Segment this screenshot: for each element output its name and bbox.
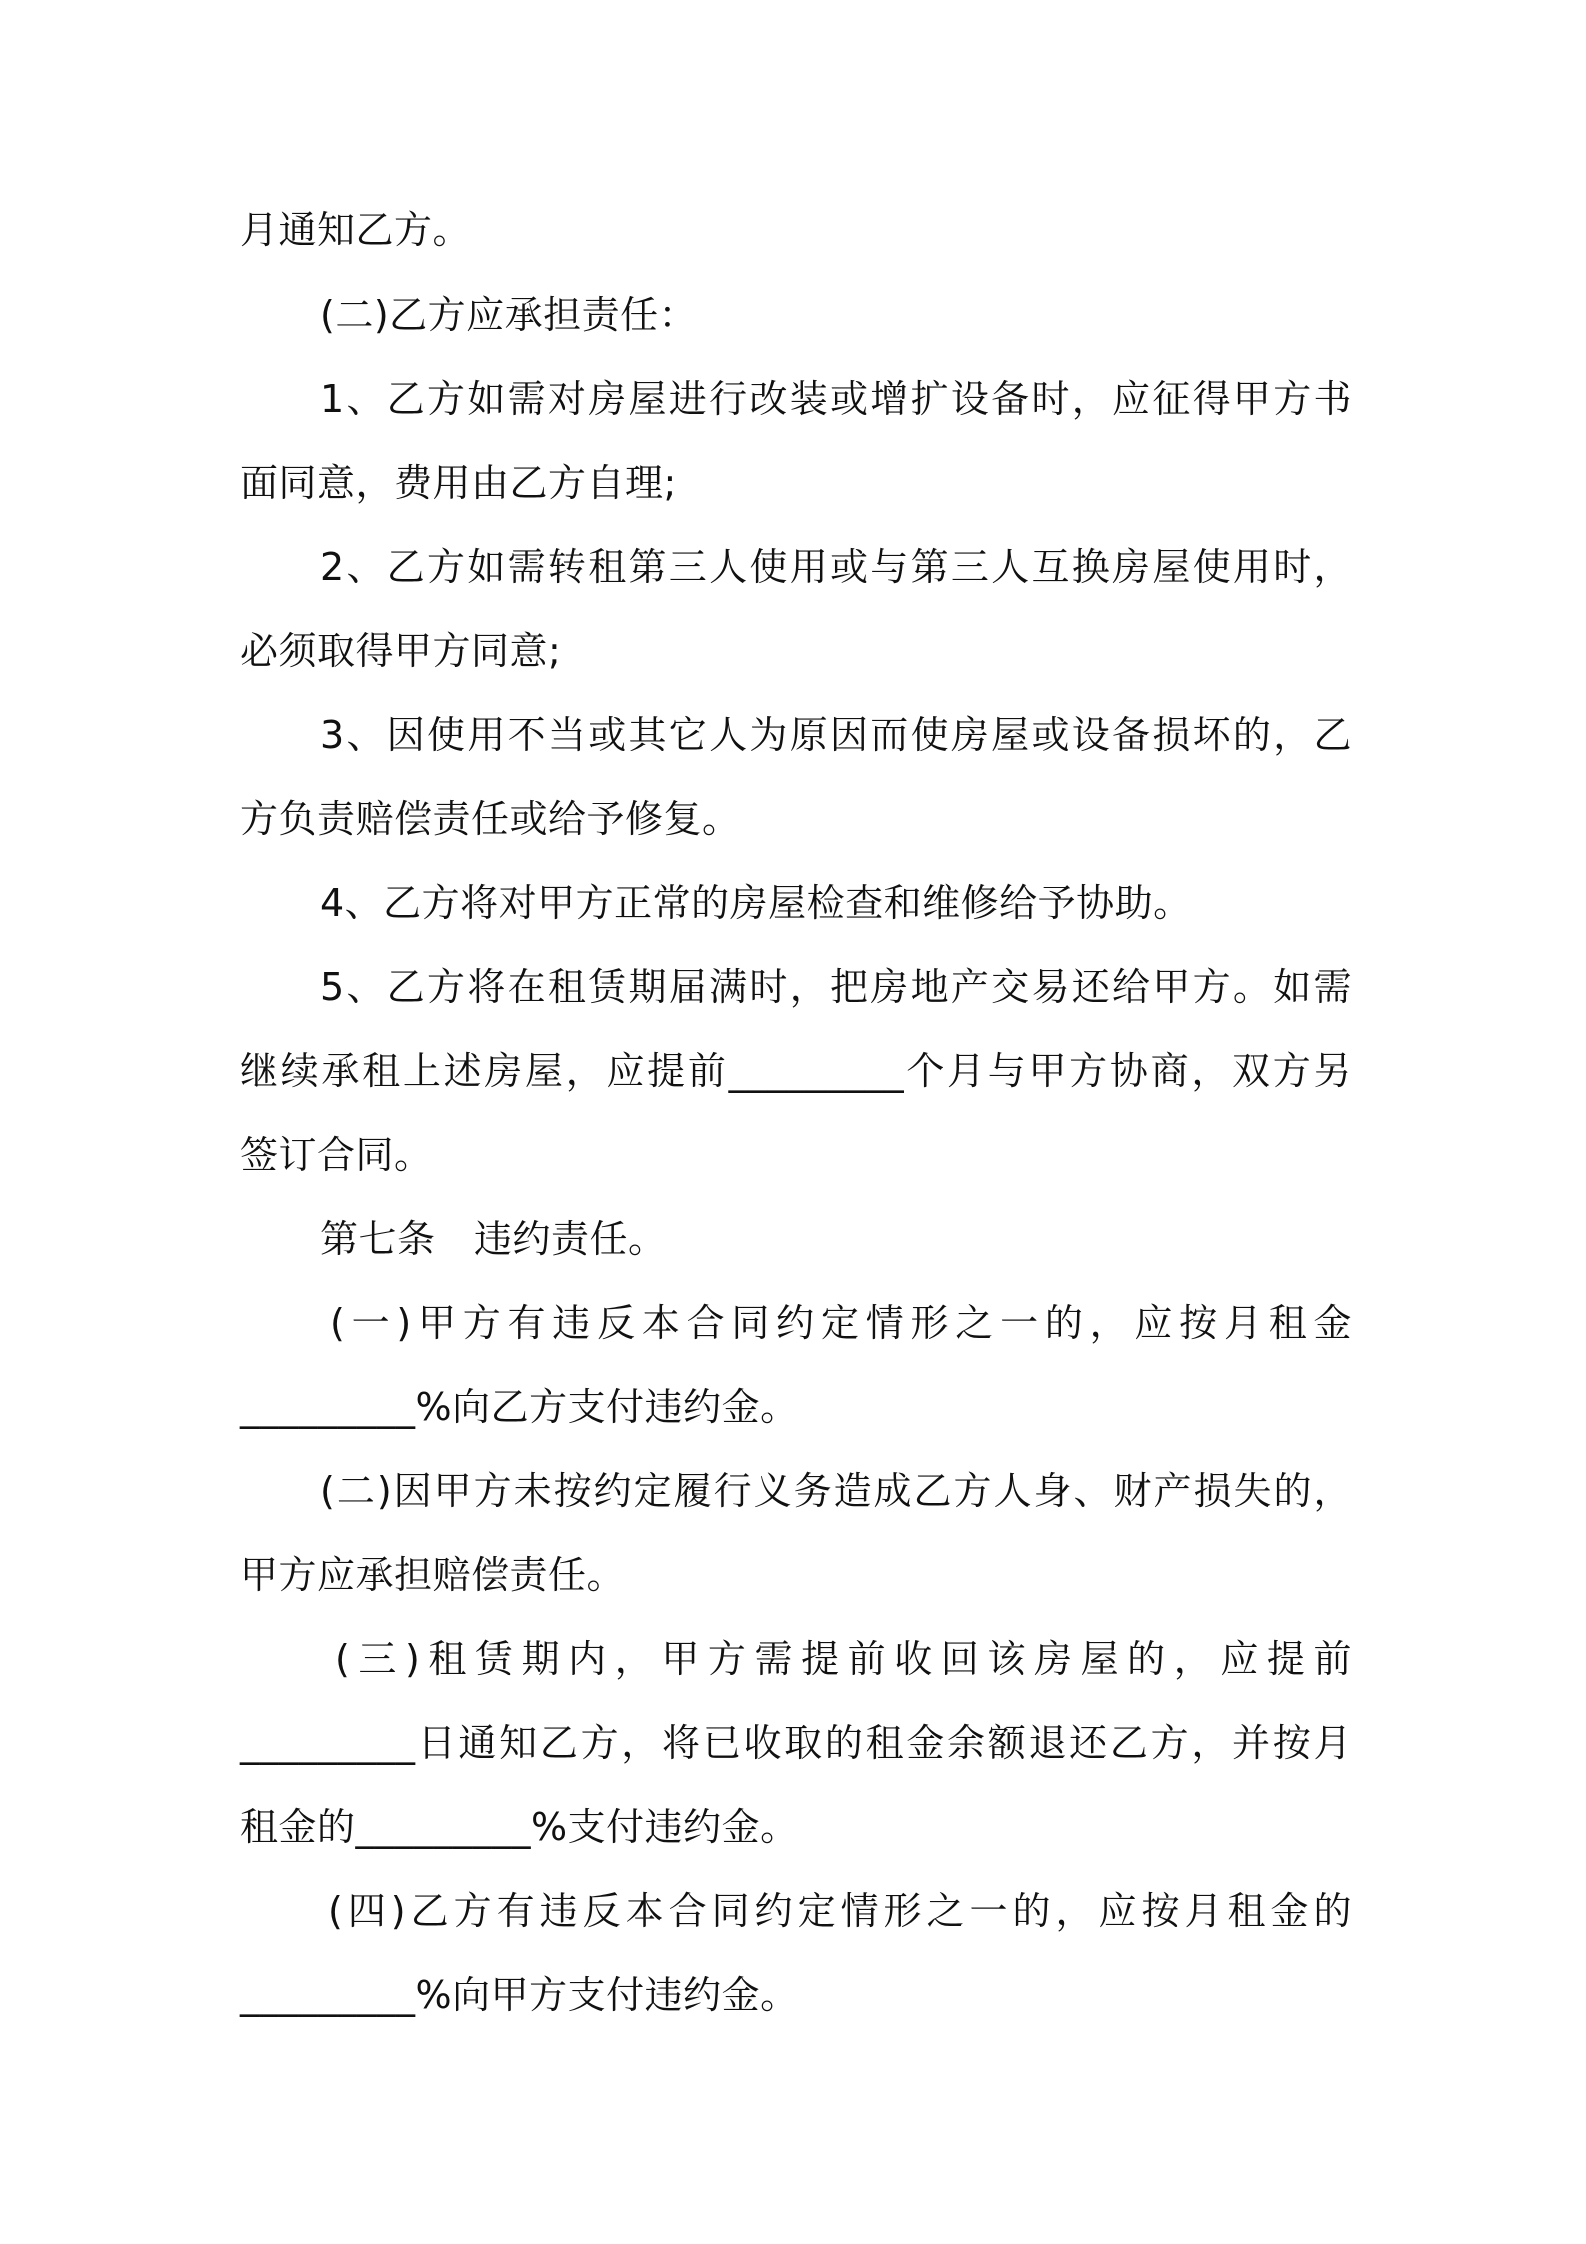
- text-line-4: 面同意，费用由乙方自理;: [240, 461, 677, 505]
- text-line-1: 月通知乙方。: [240, 208, 472, 252]
- text-line-10: 5、乙方将在租赁期届满时，把房地产交易还给甲方。如需: [320, 965, 1352, 1009]
- text-line-2: (二)乙方应承担责任：: [320, 293, 698, 337]
- text-line-22: _________%向甲方支付违约金。: [240, 1973, 799, 2017]
- text-line-3: 1、乙方如需对房屋进行改装或增扩设备时，应征得甲方书: [320, 377, 1352, 421]
- text-line-21: (四)乙方有违反本合同约定情形之一的，应按月租金的: [328, 1889, 1352, 1933]
- text-line-15: _________%向乙方支付违约金。: [240, 1385, 799, 1429]
- text-line-6: 必须取得甲方同意;: [240, 629, 562, 673]
- text-line-9: 4、乙方将对甲方正常的房屋检查和维修给予协助。: [320, 881, 1192, 925]
- text-line-7: 3、因使用不当或其它人为原因而使房屋或设备损坏的，乙: [320, 713, 1352, 757]
- text-line-18: (三)租赁期内，甲方需提前收回该房屋的，应提前: [335, 1637, 1352, 1681]
- text-line-12: 签订合同。: [240, 1133, 433, 1177]
- text-line-16: (二)因甲方未按约定履行义务造成乙方人身、财产损失的，: [320, 1469, 1352, 1513]
- text-line-8: 方负责赔偿责任或给予修复。: [240, 797, 741, 841]
- text-line-14: (一)甲方有违反本合同约定情形之一的，应按月租金: [330, 1301, 1352, 1345]
- text-line-17: 甲方应承担赔偿责任。: [240, 1553, 626, 1597]
- section-heading: 第七条 违约责任。: [320, 1217, 667, 1261]
- text-line-20: 租金的_________%支付违约金。: [240, 1805, 799, 1849]
- text-line-11: 继续承租上述房屋，应提前_________个月与甲方协商，双方另: [240, 1049, 1352, 1093]
- text-line-19: _________日通知乙方，将已收取的租金余额退还乙方，并按月: [240, 1721, 1352, 1765]
- text-line-5: 2、乙方如需转租第三人使用或与第三人互换房屋使用时，: [320, 545, 1352, 589]
